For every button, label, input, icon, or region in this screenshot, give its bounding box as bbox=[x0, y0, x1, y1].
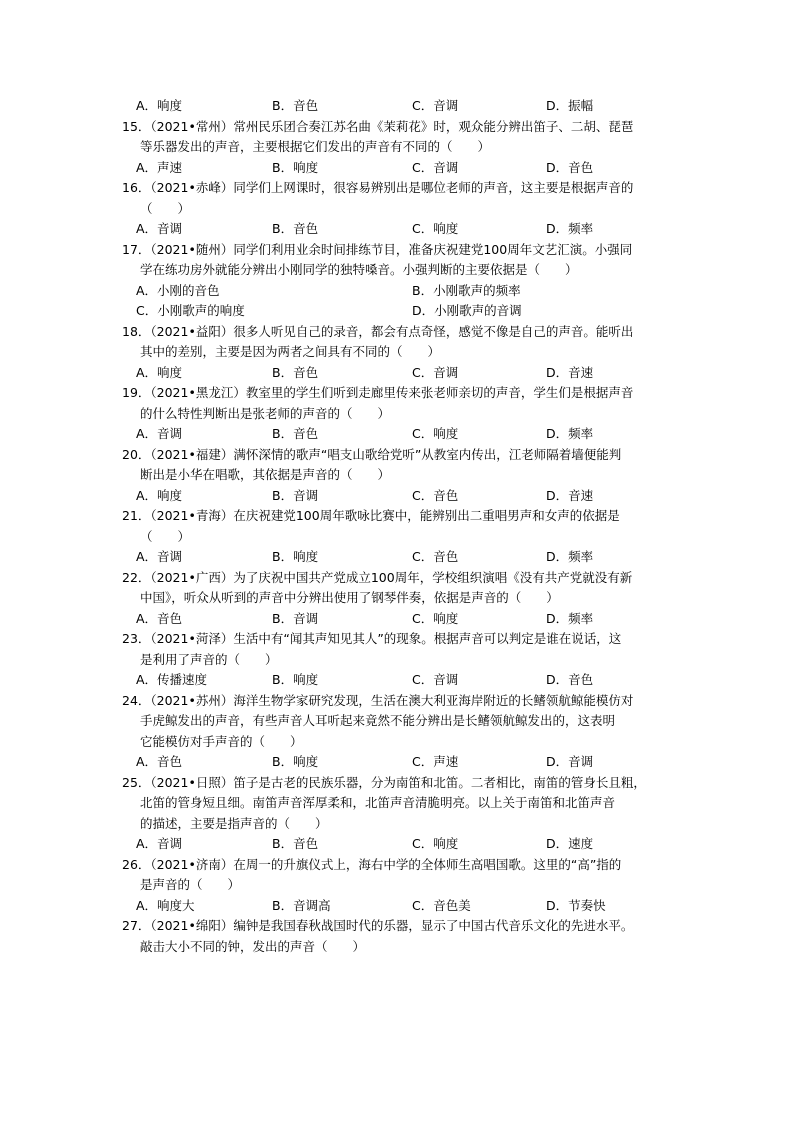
question-stem-continued: 中国》，听众从听到的声音中分辨出使用了钢琴伴奏，依据是声音的（ ） bbox=[140, 590, 559, 605]
question-22 bbox=[122, 568, 682, 630]
option-b[interactable]: B．音调 bbox=[272, 487, 319, 503]
question-21 bbox=[122, 506, 682, 568]
options-row bbox=[122, 670, 682, 691]
options-row bbox=[122, 486, 682, 507]
options-row bbox=[122, 834, 682, 855]
option-c[interactable]: C．音色 bbox=[412, 487, 459, 503]
option-c[interactable]: C．小刚歌声的响度 bbox=[136, 303, 245, 318]
options-row bbox=[122, 281, 682, 302]
option-a[interactable]: A．音调 bbox=[136, 549, 183, 564]
option-b[interactable]: B．音色 bbox=[272, 98, 319, 113]
options-row bbox=[122, 301, 682, 322]
question-27 bbox=[122, 916, 682, 957]
question-stem: 17．（2021•随州）同学们利用业余时间排练节目，准备庆祝建党100周年文艺汇演。小强同 bbox=[122, 241, 633, 257]
options-row bbox=[122, 363, 682, 384]
option-c[interactable]: C．音色美 bbox=[412, 897, 471, 913]
option-d[interactable]: D．频率 bbox=[546, 610, 594, 626]
option-d[interactable]: D．音速 bbox=[546, 364, 594, 380]
options-row bbox=[122, 96, 682, 117]
question-stem-continued: 其中的差别，主要是因为两者之间具有不同的（ ） bbox=[140, 344, 441, 359]
option-c[interactable]: C．音调 bbox=[412, 98, 459, 113]
options-row bbox=[122, 896, 682, 917]
option-d[interactable]: D．频率 bbox=[546, 221, 594, 236]
question-stem-continued: 是声音的（ ） bbox=[140, 877, 241, 892]
question-19 bbox=[122, 383, 682, 445]
option-c[interactable]: C．响度 bbox=[412, 426, 459, 441]
question-16 bbox=[122, 178, 682, 240]
option-a[interactable]: A．音色 bbox=[136, 754, 183, 769]
options-row bbox=[122, 752, 682, 773]
options-row bbox=[122, 609, 682, 630]
question-23 bbox=[122, 629, 682, 691]
option-a[interactable]: A．音调 bbox=[136, 836, 183, 851]
question-20 bbox=[122, 445, 682, 507]
option-a[interactable]: A．响度大 bbox=[136, 897, 195, 913]
option-b[interactable]: B．音色 bbox=[272, 426, 319, 441]
option-a[interactable]: A．音调 bbox=[136, 426, 183, 441]
option-a[interactable]: A．响度 bbox=[136, 487, 183, 503]
question-stem-continued: 学在练功房外就能分辨出小刚同学的独特嗓音。小强判断的主要依据是（ ） bbox=[140, 262, 578, 277]
question-stem-continued: 它能模仿对手声音的（ ） bbox=[140, 733, 303, 749]
question-stem-continued: 的什么特性判断出是张老师的声音的（ ） bbox=[140, 405, 391, 421]
options-row bbox=[122, 547, 682, 568]
question-stem: 20．（2021•福建）满怀深情的歌声“唱支山歌给党听”从教室内传出，江老师隔着墙便能判 bbox=[122, 446, 622, 462]
option-c[interactable]: C．音色 bbox=[412, 549, 459, 564]
option-c[interactable]: C．响度 bbox=[412, 221, 459, 236]
question-17 bbox=[122, 240, 682, 322]
question-stem-continued: 断出是小华在唱歌，其依据是声音的（ ） bbox=[140, 467, 391, 482]
option-b[interactable]: B．小刚歌声的频率 bbox=[412, 282, 521, 298]
option-a[interactable]: A．音色 bbox=[136, 610, 183, 626]
question-stem-continued: 北笛的管身短且细。南笛声音浑厚柔和，北笛声音清脆明亮。以上关于南笛和北笛声音 bbox=[140, 795, 616, 810]
question-stem: 18．（2021•益阳）很多人听见自己的录音，都会有点奇怪，感觉不像是自己的声音。能听出 bbox=[122, 323, 634, 339]
option-b[interactable]: B．音色 bbox=[272, 836, 319, 851]
option-a[interactable]: A．小刚的音色 bbox=[136, 282, 220, 298]
question-26 bbox=[122, 855, 682, 917]
option-c[interactable]: C．音调 bbox=[412, 364, 459, 380]
question-stem: 22．（2021•广西）为了庆祝中国共产党成立100周年，学校组织演唱《没有共产党就没有新 bbox=[122, 569, 633, 585]
option-d[interactable]: D．音色 bbox=[546, 159, 594, 175]
question-stem-continued: 的描述，主要是指声音的（ ） bbox=[140, 815, 328, 831]
question-stem-continued: 等乐器发出的声音，主要根据它们发出的声音有不同的（ ） bbox=[140, 139, 491, 154]
question-stem-continued: （ ） bbox=[140, 528, 191, 544]
options-row bbox=[122, 424, 682, 445]
question-stem: 24．（2021•苏州）海洋生物学家研究发现，生活在澳大利亚海岸附近的长鳍领航鲸能模仿对 bbox=[122, 692, 634, 708]
option-a[interactable]: A．响度 bbox=[136, 98, 183, 113]
options-row bbox=[122, 158, 682, 179]
option-a[interactable]: A．响度 bbox=[136, 364, 183, 380]
question-stem-continued: 手虎鲸发出的声音，有些声音人耳听起来竟然不能分辨出是长鳍领航鲸发出的，这表明 bbox=[140, 713, 616, 728]
options-row bbox=[122, 219, 682, 240]
option-b[interactable]: B．响度 bbox=[272, 549, 319, 564]
option-b[interactable]: B．响度 bbox=[272, 754, 319, 769]
option-a[interactable]: A．声速 bbox=[136, 159, 183, 175]
question-stem-continued: 敲击大小不同的钟，发出的声音（ ） bbox=[140, 938, 366, 954]
option-d[interactable]: D．小刚歌声的音调 bbox=[412, 303, 522, 318]
option-d[interactable]: D．音色 bbox=[546, 672, 594, 687]
first-options-block bbox=[122, 96, 682, 117]
question-stem: 25．（2021•日照）笛子是古老的民族乐器，分为南笛和北笛。二者相比，南笛的管身长且粗， bbox=[122, 774, 646, 790]
question-stem: 26．（2021•济南）在周一的升旗仪式上，海右中学的全体师生高唱国歌。这里的“高”指的 bbox=[122, 856, 622, 872]
option-d[interactable]: D．频率 bbox=[546, 426, 594, 441]
option-d[interactable]: D．速度 bbox=[546, 836, 594, 851]
option-c[interactable]: C．响度 bbox=[412, 836, 459, 851]
option-b[interactable]: B．音色 bbox=[272, 364, 319, 380]
option-a[interactable]: A．传播速度 bbox=[136, 672, 208, 687]
option-d[interactable]: D．音速 bbox=[546, 487, 594, 503]
question-stem: 21．（2021•青海）在庆祝建党100周年歌咏比赛中，能辨别出二重唱男声和女声的依据是 bbox=[122, 508, 620, 523]
question-25 bbox=[122, 773, 682, 855]
question-stem-continued: 是利用了声音的（ ） bbox=[140, 651, 278, 667]
option-c[interactable]: C．音调 bbox=[412, 159, 459, 175]
option-a[interactable]: A．音调 bbox=[136, 221, 183, 236]
option-d[interactable]: D．节奏快 bbox=[546, 897, 606, 913]
question-stem: 27．（2021•绵阳）编钟是我国春秋战国时代的乐器，显示了中国古代音乐文化的先进水平。 bbox=[122, 918, 634, 933]
option-d[interactable]: D．频率 bbox=[546, 549, 594, 564]
option-c[interactable]: C．响度 bbox=[412, 610, 459, 626]
question-18 bbox=[122, 322, 682, 384]
question-stem: 23．（2021•菏泽）生活中有“闻其声知见其人”的现象。根据声音可以判定是谁在说话，这 bbox=[122, 631, 622, 646]
question-stem: 16．（2021•赤峰）同学们上网课时，很容易辨别出是哪位老师的声音，这主要是根据声音的 bbox=[122, 180, 634, 195]
option-d[interactable]: D．振幅 bbox=[546, 98, 594, 113]
option-c[interactable]: C．音调 bbox=[412, 672, 459, 687]
question-stem: 15．（2021•常州）常州民乐团合奏江苏名曲《茉莉花》时，观众能分辨出笛子、二胡、琵琶 bbox=[122, 118, 634, 134]
option-b[interactable]: B．音色 bbox=[272, 221, 319, 236]
question-stem-continued: （ ） bbox=[140, 200, 191, 216]
option-b[interactable]: B．音调 bbox=[272, 610, 319, 626]
option-c[interactable]: C．声速 bbox=[412, 754, 459, 769]
question-15 bbox=[122, 117, 682, 179]
option-b[interactable]: B．音调高 bbox=[272, 897, 331, 913]
question-stem: 19．（2021•黑龙江）教室里的学生们听到走廊里传来张老师亲切的声音，学生们是根据声音 bbox=[122, 385, 634, 400]
option-b[interactable]: B．响度 bbox=[272, 672, 319, 687]
option-d[interactable]: D．音调 bbox=[546, 754, 594, 769]
option-b[interactable]: B．响度 bbox=[272, 159, 319, 175]
question-24 bbox=[122, 691, 682, 773]
